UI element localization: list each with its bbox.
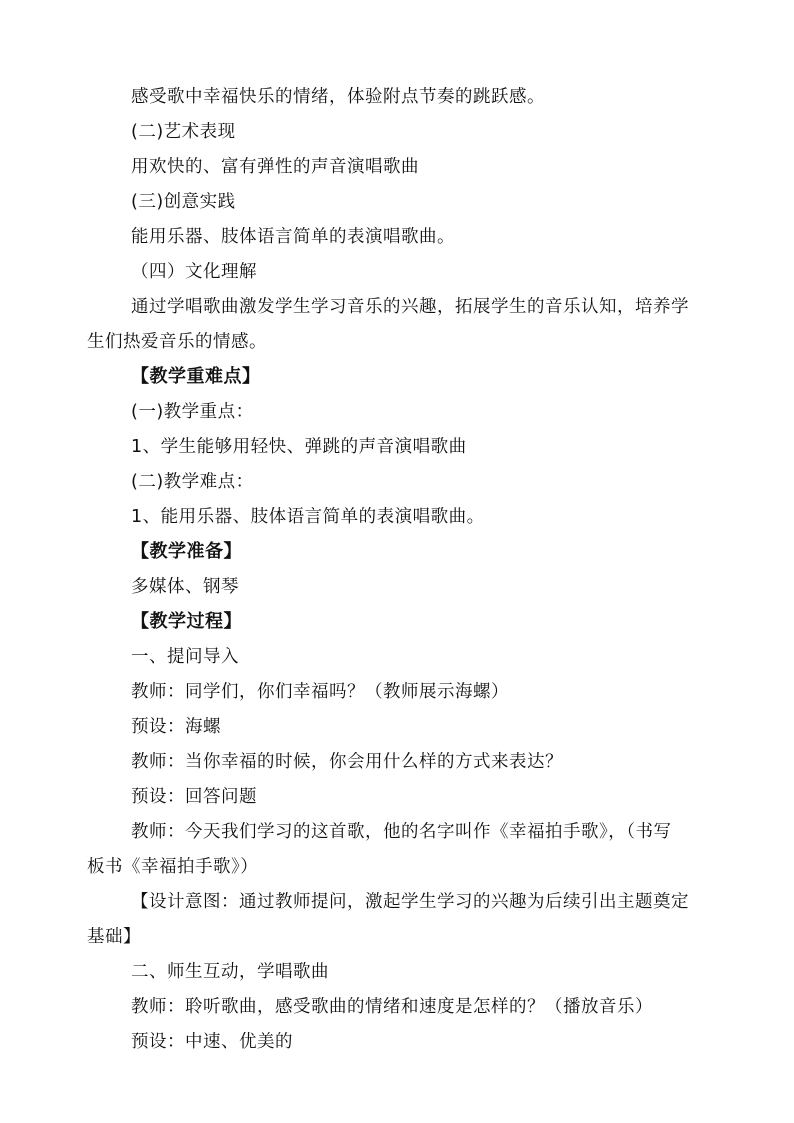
teacher-line-3: 教师：今天我们学习的这首歌，他的名字叫作《幸福拍手歌》，（书写: [131, 822, 672, 842]
section-heading-key-points: 【教学重难点】: [131, 366, 261, 387]
preparation-text: 多媒体、钢琴: [131, 577, 239, 597]
subheading-teaching-difficulty: (二)教学难点：: [131, 472, 254, 492]
cultural-understanding-text-1: 通过学唱歌曲激发学生学习音乐的兴趣，拓展学生的音乐认知，培养学: [131, 297, 689, 317]
preset-line-1: 预设：海螺: [131, 717, 221, 737]
teacher-line-3-continued: 板书《幸福拍手歌》）: [87, 857, 259, 877]
step-one-heading: 一、提问导入: [131, 647, 239, 667]
subheading-art-performance: (二)艺术表现: [131, 122, 236, 142]
preset-line-3: 预设：中速、优美的: [131, 1032, 293, 1052]
teacher-line-2: 教师：当你幸福的时候，你会用什么样的方式来表达？: [131, 752, 563, 772]
teaching-focus-item: 1、学生能够用轻快、弹跳的声音演唱歌曲: [131, 437, 467, 457]
creative-practice-text: 能用乐器、肢体语言简单的表演唱歌曲。: [131, 227, 455, 247]
teacher-line-1: 教师：同学们，你们幸福吗？（教师展示海螺）: [131, 682, 509, 702]
subheading-cultural-understanding: （四）文化理解: [131, 262, 257, 282]
design-intent-line-1: 【设计意图：通过教师提问，激起学生学习的兴趣为后续引出主题奠定: [131, 892, 689, 912]
teaching-difficulty-item: 1、能用乐器、肢体语言简单的表演唱歌曲。: [131, 507, 485, 527]
section-heading-process: 【教学过程】: [131, 611, 242, 632]
subheading-teaching-focus: (一)教学重点：: [131, 402, 254, 422]
design-intent-line-2: 基础】: [87, 927, 141, 947]
goal-emotion-line: 感受歌中幸福快乐的情绪，体验附点节奏的跳跃感。: [131, 87, 545, 107]
section-heading-preparation: 【教学准备】: [131, 541, 242, 562]
preset-line-2: 预设：回答问题: [131, 787, 257, 807]
cultural-understanding-text-2: 生们热爱音乐的情感。: [87, 332, 267, 352]
teacher-line-4: 教师：聆听歌曲，感受歌曲的情绪和速度是怎样的？（播放音乐）: [131, 997, 653, 1017]
step-two-heading: 二、师生互动，学唱歌曲: [131, 962, 329, 982]
subheading-creative-practice: (三)创意实践: [131, 192, 236, 212]
art-performance-text: 用欢快的、富有弹性的声音演唱歌曲: [131, 157, 419, 177]
